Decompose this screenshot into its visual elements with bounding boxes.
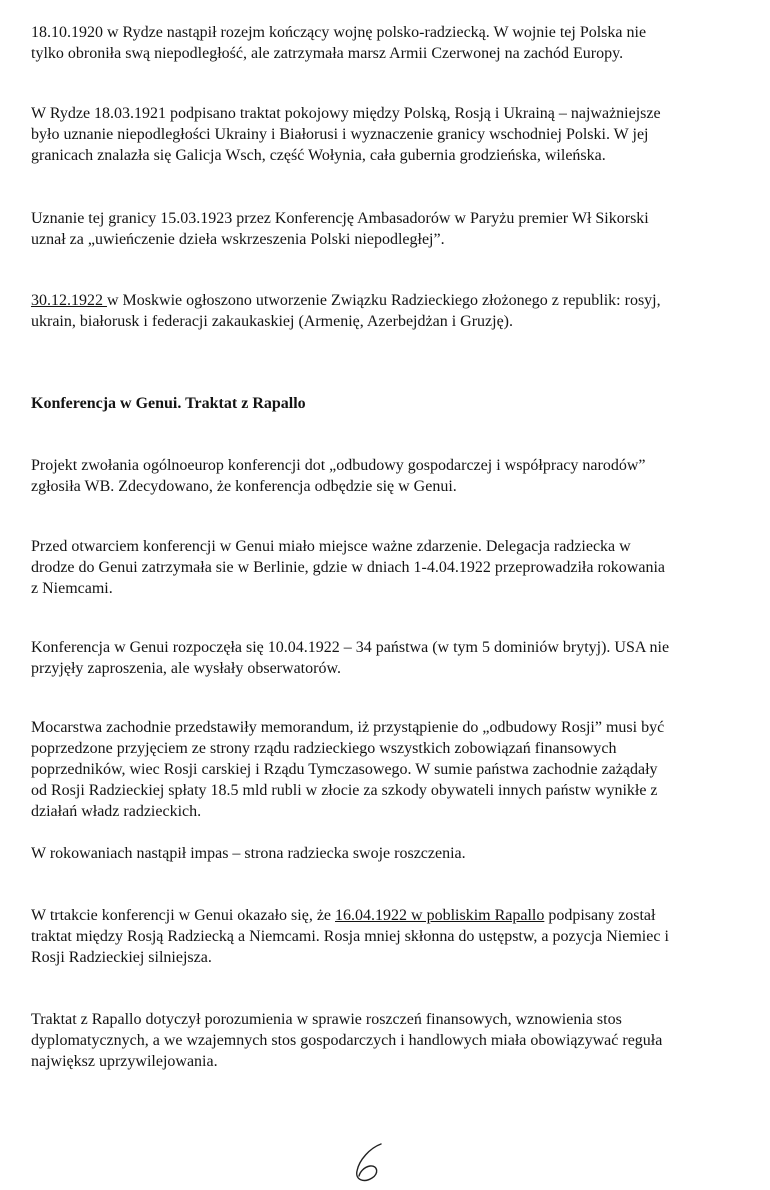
paragraph-rapallo-signing xyxy=(31,905,756,968)
text-line: uznał za „uwieńczenie dzieła wskrzeszenia Polski niepodległej”. xyxy=(31,231,445,248)
text-line: Traktat z Rapallo dotyczył porozumienia w sprawie roszczeń finansowych, wznowienia stos xyxy=(31,1011,622,1028)
paragraph-memorandum xyxy=(31,717,756,822)
text-line: W Rydze 18.03.1921 podpisano traktat pokojowy między Polską, Rosją i Ukrainą – najważniejsze xyxy=(31,105,661,122)
text-line: z Niemcami. xyxy=(31,580,113,597)
text-line: ukrain, białorusk i federacji zakaukaskiej (Armenię, Azerbejdżan i Gruzję). xyxy=(31,313,514,330)
text-line: granicach znalazła się Galicja Wsch, część Wołynia, cała gubernia grodzieńska, wileńska. xyxy=(31,147,606,164)
text-line: zgłosiła WB. Zdecydowano, że konferencja odbędzie się w Genui. xyxy=(31,478,457,495)
text-line: działań władz radzieckich. xyxy=(31,803,202,820)
text-line xyxy=(31,905,756,926)
text-line: przyjęły zaproszenia, ale wysłały obserwatorów. xyxy=(31,660,341,677)
text-line xyxy=(31,290,756,311)
text-line: W rokowaniach nastąpił impas – strona radziecka swoje roszczenia. xyxy=(31,845,466,862)
underlined-date-place: 16.04.1922 w pobliskim Rapallo xyxy=(335,907,545,924)
section-heading: Konferencja w Genui. Traktat z Rapallo xyxy=(31,395,306,412)
underlined-date: 30.12.1922 xyxy=(31,292,107,309)
text-segment: w Moskwie ogłoszono utworzenie Związku Radzieckiego złożonego z republik: rosyj, xyxy=(107,292,661,309)
paragraph-berlin-talks xyxy=(31,536,756,599)
text-line: poprzedzone przyjęciem ze strony rządu radzieckiego wszystkich zobowiązań finansowych xyxy=(31,740,617,757)
paragraph-rapallo-content xyxy=(31,1009,756,1072)
text-line: Uznanie tej granicy 15.03.1923 przez Konferencję Ambasadorów w Paryżu premier Wł Sikorski xyxy=(31,210,649,227)
text-line: Projekt zwołania ogólnoeurop konferencji dot „odbudowy gospodarczej i współpracy narodów” xyxy=(31,457,646,474)
text-line: Rosji Radzieckiej silniejsza. xyxy=(31,949,212,966)
text-line: 18.10.1920 w Rydze nastąpił rozejm kończący wojnę polsko-radziecką. W wojnie tej Polska nie xyxy=(31,24,647,41)
paragraph-ussr-formation xyxy=(31,290,756,332)
text-line: od Rosji Radzieckiej spłaty 18.5 mld rubli w złocie za szkody obywateli innych państw wynikłe z xyxy=(31,782,658,799)
handwritten-six-icon xyxy=(352,1140,392,1184)
handwritten-page-number xyxy=(352,1140,392,1184)
text-line: traktat między Rosją Radziecką a Niemcami. Rosja mniej skłonna do ustępstw, a pozycja Niemiec i xyxy=(31,928,669,945)
text-line: dyplomatycznych, a we wzajemnych stos gospodarczych i handlowych miała obowiązywać reguła xyxy=(31,1032,663,1049)
text-line: tylko obroniła swą niepodległość, ale zatrzymała marsz Armii Czerwonej na zachód Europy. xyxy=(31,45,624,62)
paragraph-border-recognition xyxy=(31,208,756,250)
text-line: Konferencja w Genui rozpoczęła się 10.04.1922 – 34 państwa (w tym 5 dominiów brytyj). USA nie xyxy=(31,639,670,656)
text-line: poprzedników, wiec Rosji carskiej i Rządu Tymczasowego. W sumie państwa zachodnie zażądały xyxy=(31,761,658,778)
paragraph-riga-armistice xyxy=(31,22,756,64)
paragraph-riga-treaty xyxy=(31,103,756,166)
text-line: było uznanie niepodległości Ukrainy i Białorusi i wyznaczenie granicy wschodniej Polski. W jej xyxy=(31,126,649,143)
text-segment: podpisany został xyxy=(544,907,656,924)
paragraph-genoa-project xyxy=(31,455,756,497)
paragraph-genoa-start xyxy=(31,637,756,679)
text-line: drodze do Genui zatrzymała sie w Berlinie, gdzie w dniach 1-4.04.1922 przeprowadziła rokowania xyxy=(31,559,665,576)
text-segment: W trtakcie konferencji w Genui okazało się, że xyxy=(31,907,336,924)
text-line: największ uprzywilejowania. xyxy=(31,1053,218,1070)
text-line: Mocarstwa zachodnie przedstawiły memorandum, iż przystąpienie do „odbudowy Rosji” musi być xyxy=(31,719,665,736)
paragraph-impasse xyxy=(31,843,756,864)
text-line: Przed otwarciem konferencji w Genui miało miejsce ważne zdarzenie. Delegacja radziecka w xyxy=(31,538,631,555)
